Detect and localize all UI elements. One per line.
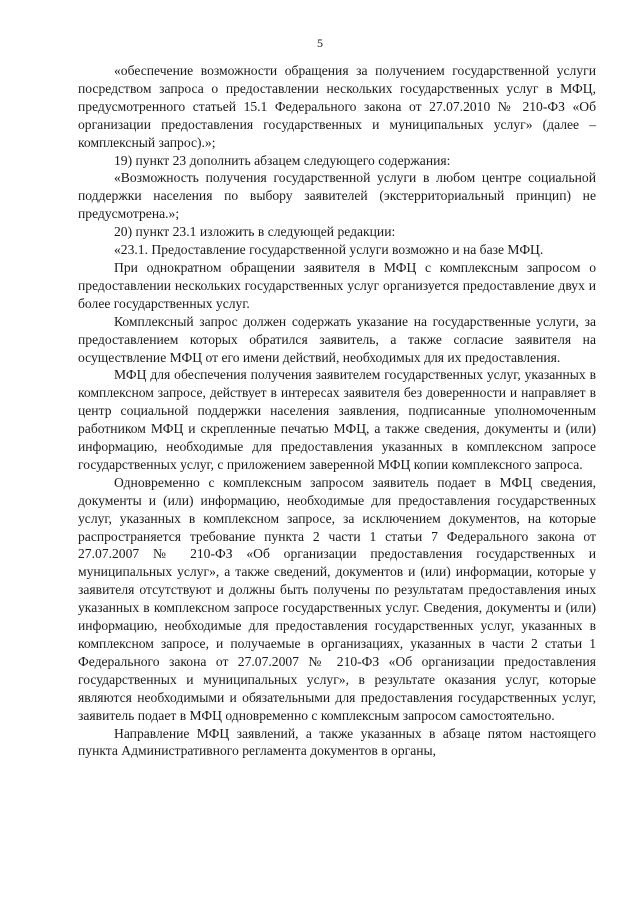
document-body [78,62,596,760]
paragraph-item-20: 20) пункт 23.1 изложить в следующей редакции: [114,224,396,240]
paragraph-item-19: 19) пункт 23 дополнить абзацем следующего содержания: [114,152,451,168]
paragraph-single-request: При однократном обращении заявителя в МФЦ с комплексным запросом о предоставлении нескольких государственных услуг организуется предоставление двух и более государственных услуг. [78,259,596,311]
paragraph-quote-extraterritorial: «Возможность получения государственной услуги в любом центре социальной поддержки населения по выбору заявителей (экстерриториальный принцип) не предусмотрена.»; [78,170,596,222]
paragraph-clause-23-1: «23.1. Предоставление государственной услуги возможно и на базе МФЦ. [114,242,544,258]
paragraph-complex-request-content: Комплексный запрос должен содержать указание на государственные услуги, за предоставлением которых обратился заявитель, а также согласие заявителя на осуществление МФЦ от его имени действий, необходимых для их предоставления. [78,313,596,365]
page-number: 5 [317,36,323,50]
paragraph-documents-submission: Одновременно с комплексным запросом заявитель подает в МФЦ сведения, документы и (или) информацию, необходимые для предоставления государственных услуг, указанных в комплексном запросе, за исключением документов, на которые распространяется требование пункта 2 части 1 статьи 7 Федерального закона от 27.07.2007 № 210-ФЗ «Об организации предоставления государственных и муниципальных услуг», а также сведений, документов и (или) информации, которые у заявителя отсутствуют и должны быть получены по результатам предоставления иных указанных в комплексном запросе государственных услуг. Сведения, документы и (или) информацию, необходимые для предоставления государственных услуг, указанных в комплексном запросе, и получаемые в организациях, указанных в части 2 статьи 1 Федерального закона от 27.07.2007 № 210-ФЗ «Об организации предоставления государственных и муниципальных услуг», в результате оказания услуг, которые являются необходимыми и обязательными для предоставления государственных услуг, заявитель подает в МФЦ одновременно с комплексным запросом самостоятельно. [78,474,596,723]
paragraph-mfc-actions: МФЦ для обеспечения получения заявителем государственных услуг, указанных в комплексном запросе, действует в интересах заявителя без доверенности и направляет в центр социальной поддержки населения заявления, подписанные уполномоченным работником МФЦ и скрепленные печатью МФЦ, а также сведения, документы и (или) информацию, необходимые для предоставления указанных в комплексном запросе государственных услуг, с приложением заверенной МФЦ копии комплексного запроса. [78,367,596,472]
paragraph-quote-complex-request: «обеспечение возможности обращения за получением государственной услуги посредством запроса о предоставлении нескольких государственных услуг в МФЦ, предусмотренного статьей 15.1 Федерального закона от 27.07.2010 № 210-ФЗ «Об организации предоставления государственных и муниципальных услуг» (далее – комплексный запрос).»; [78,63,596,150]
paragraph-direction-mfc: Направление МФЦ заявлений, а также указанных в абзаце пятом настоящего пункта Административного регламента документов в органы, [78,725,596,759]
